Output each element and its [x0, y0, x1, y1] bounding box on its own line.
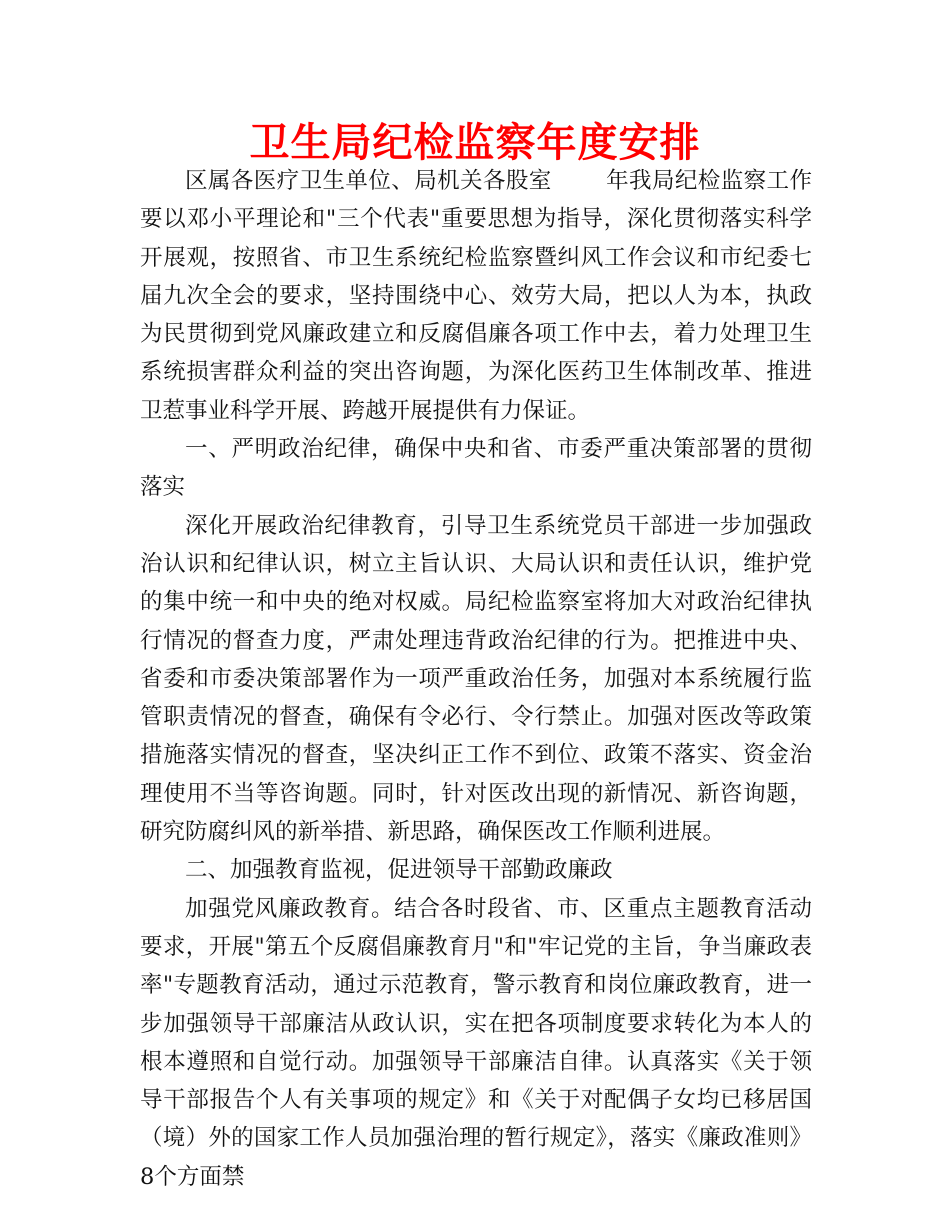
section-heading-1: 一、严明政治纪律，确保中央和省、市委严重决策部署的贯彻落实	[140, 436, 812, 501]
section-paragraph-1: 深化开展政治纪律教育，引导卫生系统党员干部进一步加强政治认识和纪律认识，树立主旨认识、大局认识和责任认识，维护党的集中统一和中央的绝对权威。局纪检监察室将加大对政治纪律执行情况的督查力度，严肃处理违背政治纪律的行为。把推进中央、省委和市委决策部署作为一项严重政治任务，加强对本系统履行监管职责情况的督查，确保有令必行、令行禁止。加强对医改等政策措施落实情况的督查，坚决纠正工作不到位、政策不落实、资金治理使用不当等咨询题。同时，针对医改出现的新情况、新咨询题，研究防腐纠风的新举措、新思路，确保医改工作顺利进展。	[140, 512, 812, 846]
intro-addressee: 区属各医疗卫生单位、局机关各股室	[185, 168, 552, 194]
section-paragraph-2: 加强党风廉政教育。结合各时段省、市、区重点主题教育活动要求，开展"第五个反腐倡廉教育月"和"牢记党的主旨，争当廉政表率"专题教育活动，通过示范教育，警示教育和岗位廉政教育，进一步加强领导干部廉洁从政认识，实在把各项制度要求转化为本人的根本遵照和自觉行动。加强领导干部廉洁自律。认真落实《关于领导干部报告个人有关事项的规定》和《关于对配偶子女均已移居国（境）外的国家工作人员加强治理的暂行规定》，落实《廉政准则》8个方面禁	[140, 895, 812, 1190]
document-title: 卫生局纪检监察年度安排	[249, 120, 701, 166]
document-body	[140, 162, 812, 1196]
section-heading-2: 二、加强教育监视，促进领导干部勤政廉政	[185, 857, 613, 884]
intro-text: 年我局纪检监察工作要以邓小平理论和"三个代表"重要思想为指导，深化贯彻落实科学开展观，按照省、市卫生系统纪检监察暨纠风工作会议和市纪委七届九次全会的要求，坚持围绕中心、效劳大局，把以人为本，执政为民贯彻到党风廉政建立和反腐倡廉各项工作中去，着力处理卫生系统损害群众利益的突出咨询题，为深化医药卫生体制改革、推进卫惹事业科学开展、跨越开展提供有力保证。	[140, 168, 812, 424]
intro-paragraph	[140, 162, 812, 430]
